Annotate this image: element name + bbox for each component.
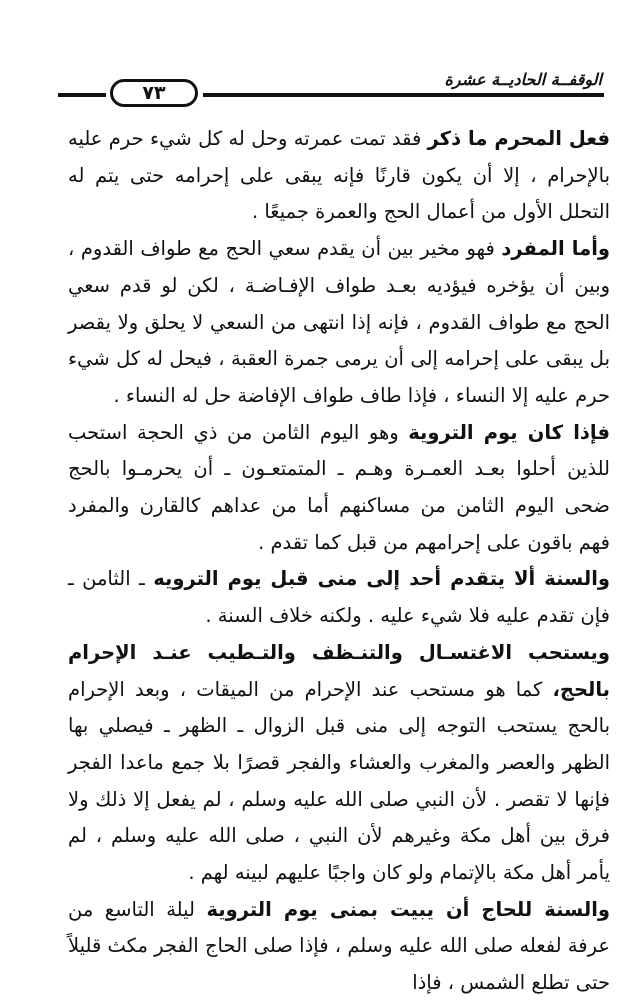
paragraph-text: ليلة التاسع من عرفة لفعله صلى الله عليه وسلم ، فإذا صلى الحاج الفجر مكث قليلاً حتى تطلع الشمس ، فإذا xyxy=(68,897,610,995)
paragraph xyxy=(68,415,610,562)
paragraph-lead: وأما المفرد xyxy=(501,237,610,261)
header-rule-right xyxy=(203,93,604,97)
header-rule-left xyxy=(58,93,106,97)
body-text xyxy=(68,121,610,1002)
page-number: ٧٣ xyxy=(110,79,198,107)
paragraph-lead: والسنة للحاج أن يبيت بمنى يوم التروية xyxy=(206,897,610,921)
paragraph xyxy=(68,892,610,1002)
paragraph-text: وهو اليوم الثامن من ذي الحجة استحب للذين أحلوا بعـد العمـرة وهـم ـ المتمتعـون ـ أن يحرمـوا بالحج ضحى اليوم الثامن من مساكنهم أما من عداهم كالقارن والمفرد فهم باقون على إحرامهم من قبل كما تقدم . xyxy=(68,420,610,554)
paragraph xyxy=(68,635,610,892)
paragraph-text: فقد تمت عمرته وحل له كل شيء حرم عليه بالإحرام ، إلا أن يكون قارنًا فإنه يبقى على إحرامه حتى يتم له التحلل الأول من أعمال الحج والعمرة جميعًا . xyxy=(68,127,610,224)
paragraph-lead: والسنة ألا يتقدم أحد إلى منى قبل يوم الترويه xyxy=(153,567,610,591)
paragraph-lead: ويستحب الاغتسـال والتنـظف والتـطيب عنـد الإحرام بالحج، xyxy=(68,640,610,701)
paragraph xyxy=(68,231,610,415)
running-title: الوقفــة الحاديــة عشرة xyxy=(444,70,602,89)
paragraph-text: كما هو مستحب عند الإحرام من الميقات ، وبعد الإحرام بالحج يستحب التوجه إلى منى قبل الزوال ـ الظهر ـ فيصلي بها الظهر والعصر والمغرب والعشاء والفجر قصرًا بلا جمع ماعدا الفجر فإنها لا تقصر . لأن النبي صلى الله عليه وسلم ، لم يفعل إلا ذلك ولا فرق بين أهل مكة وغيرهم لأن النبي ، صلى الله عليه وسلم ، لم يأمر أهل مكة بالإتمام ولو كان واجبًا عليهم لبينه لهم . xyxy=(68,677,610,885)
paragraph xyxy=(68,121,610,231)
paragraph-lead: فإذا كان يوم التروية xyxy=(408,420,610,444)
paragraph xyxy=(68,561,610,634)
paragraph-text: فهو مخير بين أن يقدم سعي الحج مع طواف القدوم ، وبين أن يؤخره فيؤديه بعـد طواف الإفـاضـة ، لكن لو قدم سعي الحج مع طواف القدوم ، فإنه إذا انتهى من السعي لا يحلق ولا يقصر بل يبقى على إحرامه إلى أن يرمى جمرة العقبة ، فيحل له كل شيء حرم عليه إلا النساء ، فإذا طاف طواف الإفاضة حل له النساء . xyxy=(68,237,610,407)
paragraph-text: ـ الثامن ـ فإن تقدم عليه فلا شيء عليه . ولكنه خلاف السنة . xyxy=(68,567,610,628)
paragraph-lead: فعل المحرم ما ذكر xyxy=(427,127,610,150)
page-header xyxy=(58,70,604,110)
